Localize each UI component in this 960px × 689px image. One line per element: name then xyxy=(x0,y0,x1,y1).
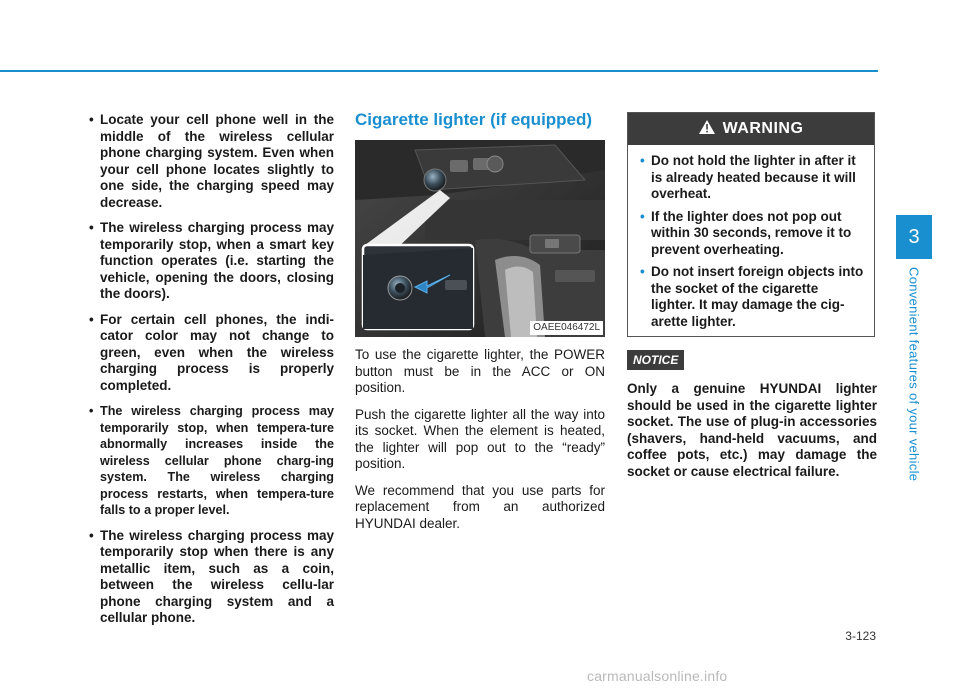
notice-text: Only a genuine HYUNDAI lighter should be used in the cigarette lighter socket. The use of plug-in accessories (shavers, hand-held vacuums, and coffee pots, etc.) may damage the socket or cause electrical failure. xyxy=(627,381,877,479)
page-number: 3-123 xyxy=(845,629,876,643)
left-column xyxy=(90,112,334,636)
list-item: • Do not hold the lighter in after it is already heated because it will overheat. xyxy=(640,153,866,203)
image-code: OAEE046472L xyxy=(530,321,603,335)
middle-column xyxy=(355,108,605,532)
chapter-number-tab: 3 xyxy=(896,215,932,259)
watermark: carmanualsonline.info xyxy=(587,668,728,684)
warning-header xyxy=(628,113,874,145)
warning-title: WARNING xyxy=(722,120,804,137)
charging-notes-list xyxy=(90,112,334,627)
list-item: • The wireless charging process may temporarily stop when there is any metallic item, such as a coin, between the wireless cellu-lar phone charging system and a cellular phone. xyxy=(90,528,334,627)
list-item: • The wireless charging process may temporarily stop, when a smart key function operates (i.e. starting the vehicle, opening the doors, closing the doors). xyxy=(90,220,334,303)
right-column xyxy=(627,112,877,480)
list-item: • If the lighter does not pop out within 30 seconds, remove it to prevent overheating. xyxy=(640,209,866,259)
list-item: • Locate your cell phone well in the middle of the wireless cellular phone charging system. Even when your cell phone locates slightly to one side, the charging speed may decrease. xyxy=(90,112,334,211)
list-item: • For certain cell phones, the indi-cator color may not change to green, even when the wireless charging process is properly completed. xyxy=(90,312,334,395)
paragraph: To use the cigarette lighter, the POWER button must be in the ACC or ON position. xyxy=(355,347,605,395)
notice-badge: NOTICE xyxy=(627,350,684,370)
cigarette-lighter-photo xyxy=(355,140,605,337)
header-rule xyxy=(0,70,878,72)
warning-box xyxy=(627,112,875,337)
list-item: • The wireless charging process may temporarily stop, when tempera-ture abnormally increases inside the wireless cellular phone charg-ing system. The wireless charging process restarts, when tempera-ture falls to a proper level. xyxy=(90,403,334,519)
section-title: Cigarette lighter (if equipped) xyxy=(355,110,593,129)
paragraph: We recommend that you use parts for replacement from an authorized HYUNDAI dealer. xyxy=(355,482,605,531)
chapter-title: Convenient features of your vehicle xyxy=(906,267,922,482)
list-item: • Do not insert foreign objects into the socket of the cigarette lighter. It may damage the cig-arette lighter. xyxy=(640,264,866,330)
warning-triangle-icon xyxy=(699,120,715,139)
console-illustration xyxy=(355,140,605,337)
paragraph: Push the cigarette lighter all the way into its socket. When the element is heated, the lighter will pop out to the “ready” position. xyxy=(355,406,605,471)
warning-list xyxy=(640,153,866,330)
